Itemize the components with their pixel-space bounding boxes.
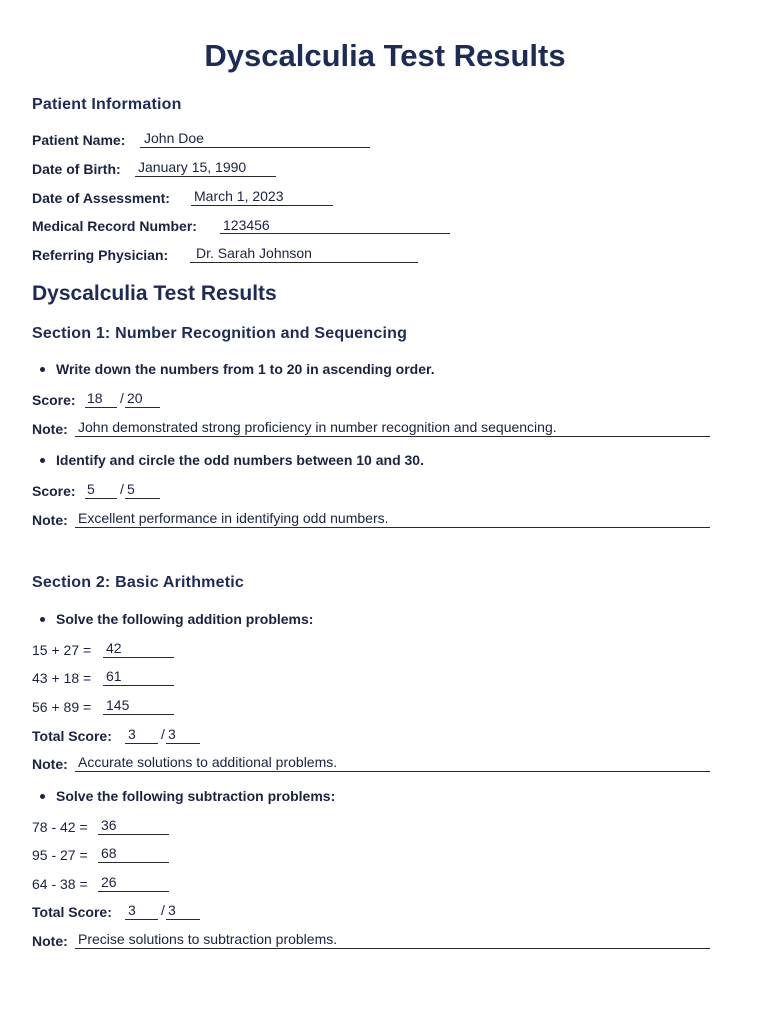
subtraction-note[interactable]: Precise solutions to subtraction problems.	[78, 931, 338, 947]
subtraction-total-label: Total Score:	[32, 904, 112, 920]
section1-item1-score-label: Score:	[32, 392, 76, 408]
subtraction-note-label: Note:	[32, 933, 68, 949]
section1-item1-prompt: Write down the numbers from 1 to 20 in ascending order.	[56, 361, 435, 377]
addition-note-label: Note:	[32, 756, 68, 772]
note-underline	[75, 436, 710, 437]
addition-problem-1: 15 + 27 =	[32, 642, 92, 658]
answer-underline	[103, 714, 174, 715]
addition-score[interactable]: 3	[128, 726, 136, 742]
patient-info-heading: Patient Information	[32, 96, 182, 113]
doa-underline	[191, 205, 333, 206]
patient-name-label: Patient Name:	[32, 132, 126, 148]
section1-item2-note[interactable]: Excellent performance in identifying odd numbers.	[78, 510, 389, 526]
addition-prompt: Solve the following addition problems:	[56, 611, 314, 627]
results-heading: Dyscalculia Test Results	[32, 282, 277, 305]
dob-label: Date of Birth:	[32, 161, 121, 177]
bullet-icon	[40, 367, 45, 372]
addition-total-label: Total Score:	[32, 728, 112, 744]
section1-item1-total[interactable]: 20	[127, 390, 143, 406]
physician-label: Referring Physician:	[32, 247, 169, 263]
subtraction-total[interactable]: 3	[168, 902, 176, 918]
dob-underline	[135, 176, 276, 177]
subtraction-problem-2: 95 - 27 =	[32, 847, 88, 863]
bullet-icon	[40, 794, 45, 799]
subtraction-prompt: Solve the following subtraction problems:	[56, 788, 336, 804]
section1-item1-note[interactable]: John demonstrated strong proficiency in number recognition and sequencing.	[78, 419, 557, 435]
score-slash: /	[161, 902, 165, 918]
total-underline	[125, 407, 160, 408]
total-underline	[166, 743, 200, 744]
patient-name-value[interactable]: John Doe	[144, 130, 204, 146]
answer-underline	[103, 657, 174, 658]
section1-item2-note-label: Note:	[32, 512, 68, 528]
addition-problem-2: 43 + 18 =	[32, 670, 92, 686]
score-underline	[85, 407, 117, 408]
note-underline	[75, 527, 710, 528]
subtraction-answer-2[interactable]: 68	[101, 845, 117, 861]
score-underline	[85, 498, 117, 499]
section1-item2-score[interactable]: 5	[87, 481, 95, 497]
subtraction-score[interactable]: 3	[128, 902, 136, 918]
dob-value[interactable]: January 15, 1990	[138, 159, 247, 175]
section1-heading: Section 1: Number Recognition and Sequencing	[32, 325, 408, 342]
bullet-icon	[40, 617, 45, 622]
subtraction-problem-3: 64 - 38 =	[32, 876, 88, 892]
addition-answer-1[interactable]: 42	[106, 640, 122, 656]
score-underline	[125, 743, 158, 744]
patient-name-underline	[140, 147, 370, 148]
addition-total[interactable]: 3	[168, 726, 176, 742]
subtraction-answer-1[interactable]: 36	[101, 817, 117, 833]
answer-underline	[103, 685, 174, 686]
section1-item1-note-label: Note:	[32, 421, 68, 437]
section1-item2-score-label: Score:	[32, 483, 76, 499]
section2-heading: Section 2: Basic Arithmetic	[32, 574, 244, 591]
subtraction-answer-3[interactable]: 26	[101, 874, 117, 890]
total-underline	[125, 498, 160, 499]
addition-answer-2[interactable]: 61	[106, 668, 122, 684]
section1-item2-prompt: Identify and circle the odd numbers between 10 and 30.	[56, 452, 424, 468]
score-slash: /	[120, 481, 124, 497]
note-underline	[75, 771, 710, 772]
physician-underline	[190, 262, 418, 263]
addition-note[interactable]: Accurate solutions to additional problems.	[78, 754, 338, 770]
section1-item2-total[interactable]: 5	[127, 481, 135, 497]
mrn-label: Medical Record Number:	[32, 218, 197, 234]
score-slash: /	[120, 390, 124, 406]
answer-underline	[98, 891, 169, 892]
mrn-value[interactable]: 123456	[223, 217, 270, 233]
score-slash: /	[161, 726, 165, 742]
mrn-underline	[220, 233, 450, 234]
section1-item1-score[interactable]: 18	[87, 390, 103, 406]
document-title: Dyscalculia Test Results	[204, 38, 566, 73]
total-underline	[166, 919, 200, 920]
note-underline	[75, 948, 710, 949]
doa-label: Date of Assessment:	[32, 190, 170, 206]
answer-underline	[98, 834, 169, 835]
subtraction-problem-1: 78 - 42 =	[32, 819, 88, 835]
bullet-icon	[40, 458, 45, 463]
doa-value[interactable]: March 1, 2023	[194, 188, 284, 204]
score-underline	[125, 919, 158, 920]
addition-problem-3: 56 + 89 =	[32, 699, 92, 715]
answer-underline	[98, 862, 169, 863]
addition-answer-3[interactable]: 145	[106, 697, 130, 713]
physician-value[interactable]: Dr. Sarah Johnson	[196, 245, 312, 261]
